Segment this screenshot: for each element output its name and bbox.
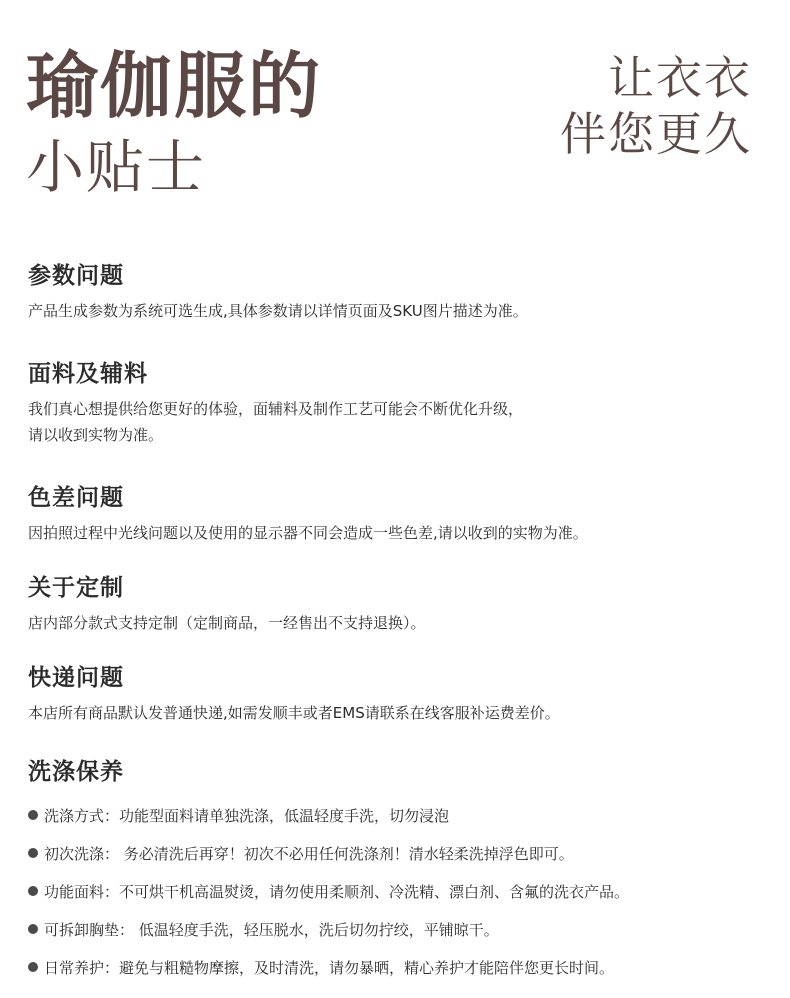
bullet-dot-icon: [28, 810, 38, 820]
care-item-text: 洗涤方式：功能型面料请单独洗涤，低温轻度手洗，切勿浸泡: [44, 806, 450, 825]
section-customization: [28, 572, 768, 636]
care-item-text: 日常养护：避免与粗糙物摩擦，及时清洗，请勿暴晒，精心养护才能陪伴您更长时间。: [44, 958, 615, 977]
section-fabric: [28, 358, 768, 448]
section-title: 快递问题: [28, 665, 124, 691]
page-subtitle: 小贴士: [26, 133, 207, 201]
section-text: 店内部分款式支持定制（定制商品，一经售出不支持退换）。: [28, 614, 426, 632]
section-text: 请以收到实物为准。: [28, 426, 164, 444]
list-item: [28, 872, 768, 910]
slogan: [560, 50, 752, 162]
slogan-line-2: 伴您更久: [560, 107, 752, 161]
section-title: 关于定制: [28, 575, 124, 601]
section-title: 面料及辅料: [28, 361, 148, 387]
section-title: 色差问题: [28, 485, 124, 511]
care-item-text: 初次洗涤： 务必清洗后再穿！初次不必用任何洗涤剂！清水轻柔洗掉浮色即可。: [44, 844, 574, 863]
bullet-dot-icon: [28, 924, 38, 934]
section-shipping: [28, 662, 768, 726]
slogan-line-1: 让衣衣: [608, 51, 752, 105]
care-item-text: 可拆卸胸垫： 低温轻度手洗，轻压脱水，洗后切勿拧绞，平铺晾干。: [44, 920, 499, 939]
list-item: [28, 948, 768, 986]
section-text: 因拍照过程中光线问题以及使用的显示器不同会造成一些色差,请以收到的实物为准。: [28, 524, 588, 542]
tips-content: [28, 260, 768, 986]
section-care: [28, 756, 768, 986]
list-item: [28, 834, 768, 872]
care-item-text: 功能面料：不可烘干机高温熨烫，请勿使用柔顺剂、冷洗精、漂白剂、含氟的洗衣产品。: [44, 882, 630, 901]
care-list: [28, 796, 768, 986]
page-title: 瑜伽服的: [26, 44, 323, 128]
section-title: 洗涤保养: [28, 759, 124, 785]
bullet-dot-icon: [28, 886, 38, 896]
list-item: [28, 910, 768, 948]
hero-banner: [0, 0, 790, 230]
bullet-dot-icon: [28, 848, 38, 858]
bullet-dot-icon: [28, 962, 38, 972]
section-text: 我们真心想提供给您更好的体验，面辅料及制作工艺可能会不断优化升级，: [28, 400, 524, 418]
list-item: [28, 796, 768, 834]
section-title: 参数问题: [28, 263, 124, 289]
section-text: 产品生成参数为系统可选生成,具体参数请以详情页面及SKU图片描述为准。: [28, 302, 528, 320]
section-text: 本店所有商品默认发普通快递,如需发顺丰或者EMS请联系在线客服补运费差价。: [28, 704, 560, 722]
section-color-difference: [28, 482, 768, 546]
section-parameters: [28, 260, 768, 324]
